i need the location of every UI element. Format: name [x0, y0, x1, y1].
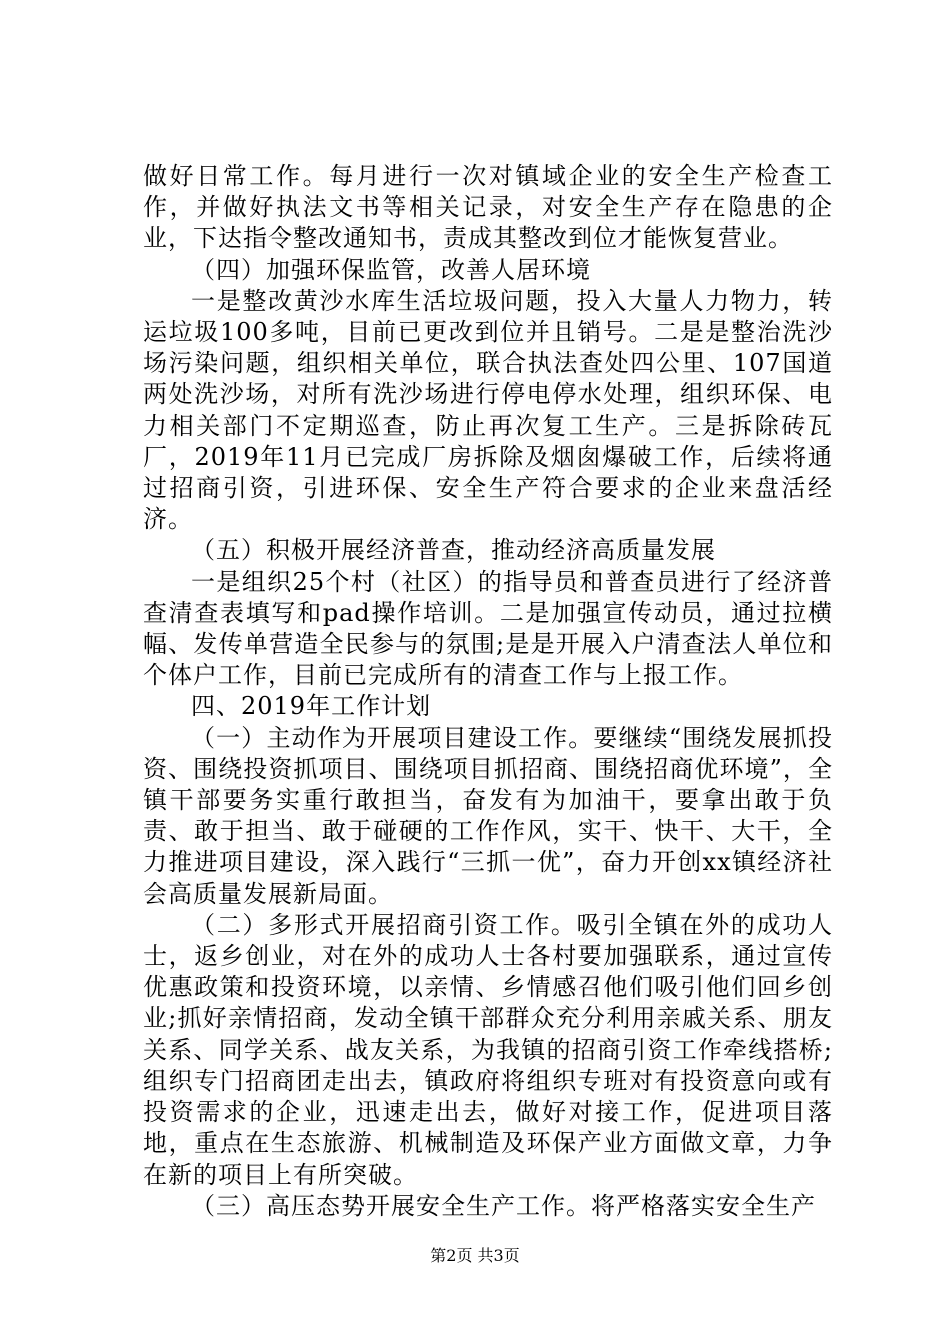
- paragraph-plan-3: （三）高压态势开展安全生产工作。将严格落实安全生产: [191, 1191, 816, 1220]
- section-heading-4: （四）加强环保监管，改善人居环境: [191, 255, 591, 284]
- paragraph-plan-2: （二）多形式开展招商引资工作。吸引全镇在外的成功人士，返乡创业，对在外的成功人士各村要加强联系，通过宣传优惠政策和投资环境，以亲情、乡情感召他们吸引他们回乡创业;抓好亲情招商，发动全镇干部群众充分利用亲戚关系、朋友关系、同学关系、战友关系，为我镇的招商引资工作牵线搭桥;组织专门招商团走出去，镇政府将组织专班对有投资意向或有投资需求的企业，迅速走出去，做好对接工作，促进项目落地，重点在生态旅游、机械制造及环保产业方面做文章，力争在新的项目上有所突破。: [143, 910, 833, 1189]
- page-footer: 第2页 共3页: [430, 1246, 520, 1265]
- document-body: [143, 161, 833, 1222]
- paragraph-environment: 一是整改黄沙水库生活垃圾问题，投入大量人力物力，转运垃圾100多吨，目前已更改到位并且销号。二是是整治洗沙场污染问题，组织相关单位，联合执法查处四公里、107国道两处洗沙场，对所有洗沙场进行停电停水处理，组织环保、电力相关部门不定期巡查，防止再次复工生产。三是拆除砖瓦厂，2019年11月已完成厂房拆除及烟囱爆破工作，后续将通过招商引资，引进环保、安全生产符合要求的企业来盘活经济。: [143, 286, 833, 534]
- paragraph-census: 一是组织25个村（社区）的指导员和普查员进行了经济普查清查表填写和pad操作培训。二是加强宣传动员，通过拉横幅、发传单营造全民参与的氛围;是是开展入户清查法人单位和个体户工作，目前已完成所有的清查工作与上报工作。: [143, 567, 833, 690]
- section-heading-5: （五）积极开展经济普查，推动经济高质量发展: [191, 536, 716, 565]
- section-heading-plan: 四、2019年工作计划: [191, 692, 432, 721]
- paragraph-continued: 做好日常工作。每月进行一次对镇域企业的安全生产检查工作，并做好执法文书等相关记录，对安全生产存在隐患的企业，下达指令整改通知书，责成其整改到位才能恢复营业。: [143, 162, 833, 253]
- paragraph-plan-1: （一）主动作为开展项目建设工作。要继续“围绕发展抓投资、围绕投资抓项目、围绕项目抓招商、围绕招商优环境”，全镇干部要务实重行敢担当，奋发有为加油干，要拿出敢于负责、敢于担当、敢于碰硬的工作作风，实干、快干、大干，全力推进项目建设，深入践行“三抓一优”，奋力开创xx镇经济社会高质量发展新局面。: [143, 723, 833, 908]
